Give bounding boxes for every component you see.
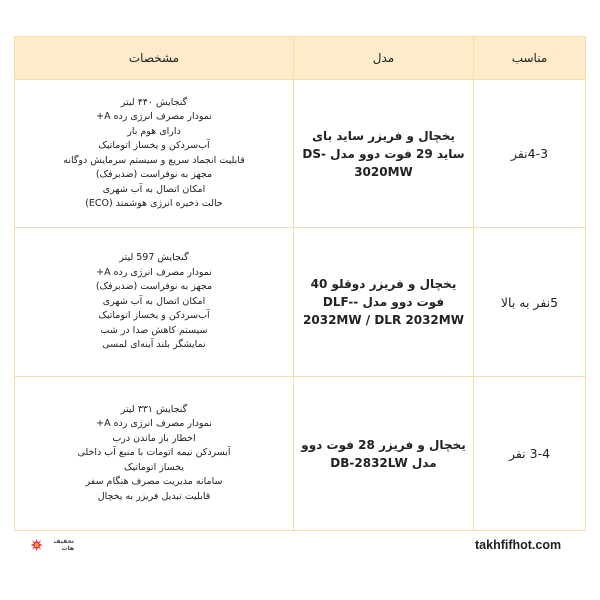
spec-line: آبسردکن نیمه اتومات با منبع آب داخلی (77, 447, 231, 459)
spec-line: قابلیت تبدیل فریزر به یخچال (97, 490, 211, 502)
spec-line: آب‌سردکن و یخساز اتوماتیک (98, 140, 210, 151)
table-row (15, 228, 586, 377)
spec-line: سامانه مدیریت مصرف هنگام سفر (85, 476, 223, 488)
fit-cell: 3-4 نفر (474, 377, 586, 531)
specs-cell (15, 228, 294, 377)
fit-cell: 5نفر به بالا (474, 228, 586, 377)
logo-text: تخفیف هات (53, 538, 74, 552)
spec-line: نمایشگر بلند آینه‌ای لمسی (102, 339, 206, 351)
header-specs: مشخصات (15, 37, 294, 80)
spec-line: سیستم کاهش صدا در شب (100, 324, 208, 336)
burst-logo-icon (30, 537, 43, 553)
site-url: takhfifhot.com (475, 538, 562, 552)
table-row (15, 377, 586, 531)
spec-line: مجهز به نوفراست (ضدبرفک) (95, 169, 213, 180)
model-cell: یخچال و فریزر ساید بای ساید 29 فوت دوو مدل -DS 3020MW (294, 80, 474, 228)
header-fit: مناسب (474, 37, 586, 80)
table-row (15, 80, 586, 228)
spec-line: دارای هوم بار (127, 125, 181, 137)
header-model: مدل (294, 37, 474, 80)
spec-line: حالت ذخیره انرژی هوشمند (ECO) (85, 198, 223, 209)
spec-line: مجهز به نوفراست (ضدبرفک) (95, 281, 213, 293)
model-cell: یخچال و فریزر دوقلو 40 فوت دوو مدل -DLF-2032MW / DLR 2032MW (294, 228, 474, 377)
spec-line: امکان اتصال به آب شهری (102, 183, 206, 195)
brand-logo (30, 536, 74, 554)
spec-line: گنجایش ۴۴۰ لیتر (120, 96, 188, 108)
spec-line: یخساز اتوماتیک (124, 461, 184, 473)
table-header-row (15, 37, 586, 80)
spec-line: نمودار مصرف انرژی رده A+ (96, 111, 212, 122)
spec-line: گنجایش 597 لیتر (119, 252, 189, 264)
spec-line: اخطار باز ماندن درب (112, 432, 196, 444)
comparison-table (14, 36, 586, 531)
spec-line: گنجایش ۳۳۱ لیتر (120, 403, 188, 415)
spec-line: نمودار مصرف انرژی رده A+ (96, 418, 212, 430)
specs-cell (15, 80, 294, 228)
fit-cell: 4-3نفر (474, 80, 586, 228)
spec-line: قابلیت انجماد سریع و سیستم سرمایش دوگانه (63, 154, 245, 166)
spec-line: آب‌سردکن و یخساز اتوماتیک (98, 310, 210, 322)
model-cell: یخچال و فریزر 28 فوت دوو مدل DB-2832LW (294, 377, 474, 531)
spec-line: امکان اتصال به آب شهری (102, 295, 206, 307)
specs-cell (15, 377, 294, 531)
spec-line: نمودار مصرف انرژی رده A+ (96, 266, 212, 278)
